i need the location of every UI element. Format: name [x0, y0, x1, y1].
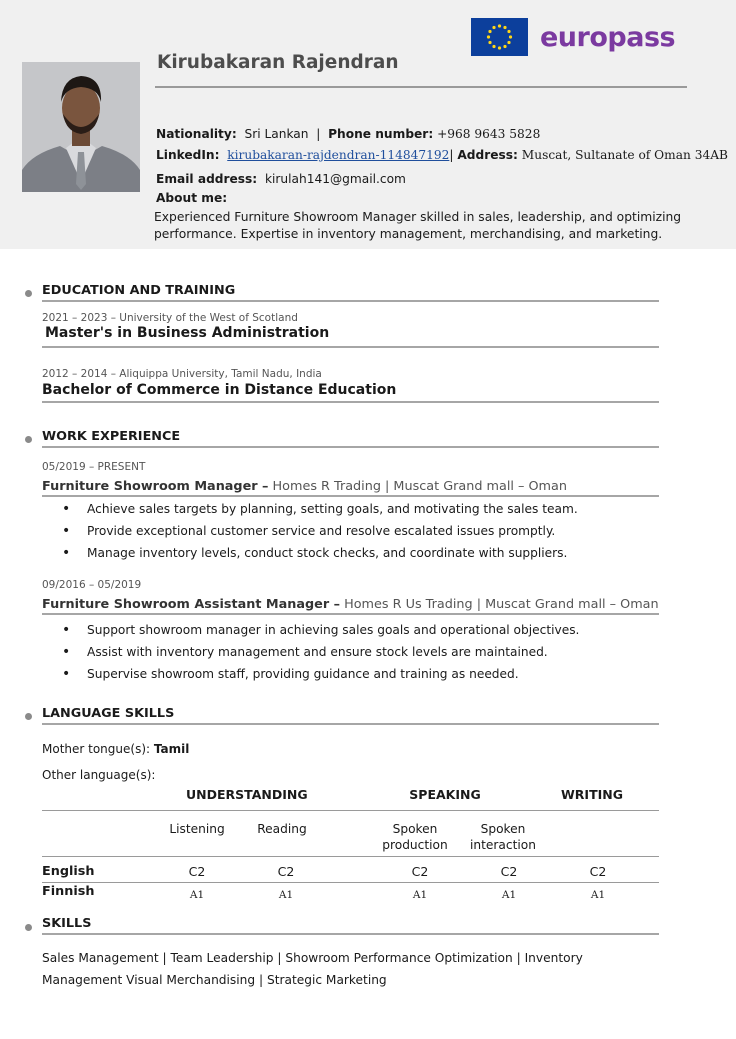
- sub-spoken-interaction: Spoken interaction: [470, 822, 536, 852]
- list-item: • Assist with inventory management and ensure stock levels are maintained.: [62, 645, 579, 667]
- level-cell: C2: [277, 864, 295, 879]
- profile-photo: [22, 62, 140, 192]
- about-label: About me:: [156, 191, 228, 205]
- mother-tongue-label: Mother tongue(s):: [42, 742, 151, 756]
- mother-tongue-value: Tamil: [153, 742, 190, 756]
- email-line: [156, 172, 406, 186]
- language-name: English: [42, 864, 95, 879]
- list-item: • Manage inventory levels, conduct stock checks, and coordinate with suppliers.: [62, 546, 578, 568]
- job-dates: 05/2019 – PRESENT: [42, 461, 146, 473]
- address-label: Address:: [457, 148, 518, 162]
- job-rule: [42, 495, 659, 497]
- sub-listening: Listening: [169, 822, 225, 836]
- education-item-rule: [42, 346, 659, 348]
- level-cell: C2: [411, 864, 429, 879]
- education-title: EDUCATION AND TRAINING: [42, 283, 236, 298]
- level-cell: A1: [412, 889, 428, 901]
- sub-spoken-production: Spoken production: [382, 822, 448, 852]
- header-understanding: UNDERSTANDING: [186, 787, 308, 802]
- language-rule: [42, 723, 659, 725]
- nationality-label: Nationality:: [156, 127, 237, 141]
- job-duties-list: [62, 623, 579, 689]
- list-item: • Support showroom manager in achieving sales goals and operational objectives.: [62, 623, 579, 645]
- level-cell: C2: [589, 864, 607, 879]
- sub-reading: Reading: [257, 822, 307, 836]
- work-title: WORK EXPERIENCE: [42, 429, 181, 444]
- name-divider: [155, 86, 687, 88]
- list-item: • Supervise showroom staff, providing guidance and training as needed.: [62, 667, 579, 689]
- europass-wordmark: europass: [540, 21, 676, 53]
- address-value: Muscat, Sultanate of Oman 34AB: [521, 148, 728, 162]
- eu-flag-icon: [471, 18, 528, 56]
- skills-title: SKILLS: [42, 916, 92, 931]
- header-speaking: SPEAKING: [409, 787, 481, 802]
- header-writing: WRITING: [561, 787, 623, 802]
- section-bullet-icon: [25, 436, 32, 443]
- email-value[interactable]: kirulah141@gmail.com: [264, 172, 406, 186]
- education-item-rule: [42, 401, 659, 403]
- separator: |: [449, 148, 454, 162]
- list-item: • Achieve sales targets by planning, setting goals, and motivating the sales team.: [62, 502, 578, 524]
- table-rule: [42, 810, 659, 811]
- linkedin-link[interactable]: kirubakaran-rajdendran-114847192: [227, 148, 450, 162]
- europass-logo: [471, 18, 675, 56]
- phone-value: +968 9643 5828: [437, 127, 541, 141]
- job-employer: Homes R Us Trading | Muscat Grand mall – Oman: [344, 597, 659, 612]
- other-languages-label: Other language(s):: [42, 768, 156, 782]
- education-meta: 2021 – 2023 – University of the West of Scotland: [42, 312, 298, 324]
- job-title-line: [42, 597, 659, 612]
- section-bullet-icon: [25, 290, 32, 297]
- skills-rule: [42, 933, 659, 935]
- job-duties-list: [62, 502, 578, 568]
- about-label-line: [156, 191, 227, 205]
- section-bullet-icon: [25, 713, 32, 720]
- education-meta: 2012 – 2014 – Aliquippa University, Tamil Nadu, India: [42, 368, 322, 380]
- job-employer: Homes R Trading | Muscat Grand mall – Oman: [272, 479, 567, 494]
- eu-stars-icon: [471, 18, 528, 56]
- education-degree: Bachelor of Commerce in Distance Education: [42, 382, 397, 398]
- list-item: • Provide exceptional customer service and resolve escalated issues promptly.: [62, 524, 578, 546]
- mother-tongue-line: [42, 742, 189, 756]
- education-rule: [42, 300, 659, 302]
- level-cell: C2: [188, 864, 206, 879]
- language-name: Finnish: [42, 884, 95, 899]
- nationality-phone-line: [156, 127, 540, 141]
- header-panel: [0, 0, 736, 249]
- level-cell: A1: [590, 889, 606, 901]
- level-cell: A1: [189, 889, 205, 901]
- language-title: LANGUAGE SKILLS: [42, 706, 175, 721]
- linkedin-label: LinkedIn:: [156, 148, 220, 162]
- table-rule: [42, 882, 659, 883]
- skills-list: Sales Management | Team Leadership | Showroom Performance Optimization | Inventory Management Visual Merchandising | Strategic Marketing: [42, 951, 583, 987]
- email-label: Email address:: [156, 172, 258, 186]
- job-role: Furniture Showroom Assistant Manager –: [42, 597, 341, 612]
- job-rule: [42, 613, 659, 615]
- job-title-line: [42, 479, 567, 494]
- candidate-name: Kirubakaran Rajendran: [157, 52, 399, 73]
- job-role: Furniture Showroom Manager –: [42, 479, 269, 494]
- level-cell: A1: [278, 889, 294, 901]
- phone-label: Phone number:: [328, 127, 434, 141]
- level-cell: C2: [500, 864, 518, 879]
- separator: |: [316, 127, 321, 141]
- section-bullet-icon: [25, 924, 32, 931]
- level-cell: A1: [501, 889, 517, 901]
- education-degree: Master's in Business Administration: [45, 325, 330, 341]
- job-dates: 09/2016 – 05/2019: [42, 579, 142, 591]
- table-rule: [42, 856, 659, 857]
- work-rule: [42, 446, 659, 448]
- nationality-value: Sri Lankan: [244, 127, 309, 141]
- about-text: Experienced Furniture Showroom Manager skilled in sales, leadership, and optimizing performance. Expertise in inventory management, merchandising, and marketing.: [154, 210, 682, 241]
- linkedin-address-line: [156, 148, 728, 162]
